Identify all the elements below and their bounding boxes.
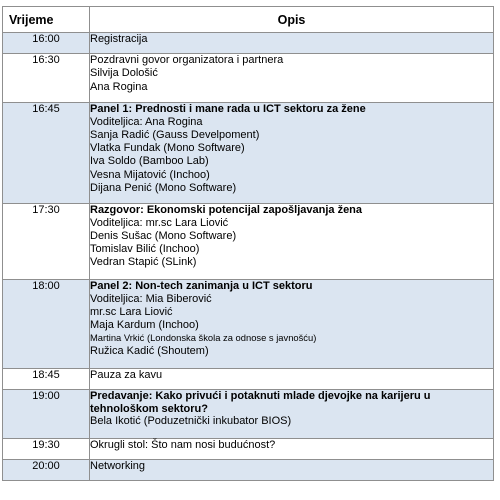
- row-time: 18:45: [3, 369, 90, 390]
- participant-line: Tomislav Bilić (Inchoo): [90, 243, 200, 256]
- session-label: Networking: [90, 460, 146, 472]
- participant-line: Ana Rogina: [90, 80, 148, 93]
- row-description: [90, 33, 494, 54]
- table-row: [3, 103, 494, 204]
- session-label: Pozdravni govor organizatora i partnera: [90, 54, 284, 66]
- table-row: [3, 390, 494, 439]
- participant-line: Voditeljica: Ana Rogina: [90, 115, 203, 128]
- row-description: [90, 390, 494, 439]
- participant-line: mr.sc Lara Liović: [90, 305, 173, 318]
- table-row: [3, 204, 494, 280]
- participant-line: Dijana Penić (Mono Software): [90, 181, 237, 194]
- row-description: [90, 439, 494, 460]
- header-row: [3, 7, 494, 33]
- row-description: [90, 280, 494, 369]
- row-description: [90, 204, 494, 280]
- participant-line: Iva Soldo (Bamboo Lab): [90, 155, 209, 168]
- row-time: 17:30: [3, 204, 90, 280]
- participant-line: Voditeljica: mr.sc Lara Liović: [90, 216, 229, 229]
- row-description: [90, 54, 494, 103]
- row-time: 20:00: [3, 460, 90, 481]
- table-row: [3, 460, 494, 481]
- row-time: 16:00: [3, 33, 90, 54]
- participant-line: Vedran Stapić (SLink): [90, 256, 197, 269]
- participant-line: Silvija Dološić: [90, 67, 158, 80]
- session-label: Pauza za kavu: [90, 369, 163, 381]
- agenda-table: [2, 6, 494, 481]
- session-title: Predavanje: Kako privući i potaknuti mlade djevojke na karijeru u tehnološkom sektoru?: [90, 390, 431, 415]
- session-label: Okrugli stol: Što nam nosi budućnost?: [90, 439, 276, 451]
- participant-line: Maja Kardum (Inchoo): [90, 319, 199, 332]
- agenda-body: [3, 33, 494, 481]
- session-title: Razgovor: Ekonomski potencijal zapošljavanja žena: [90, 204, 363, 216]
- table-row: [3, 33, 494, 54]
- participant-line: Bela Ikotić (Poduzetnički inkubator BIOS): [90, 415, 292, 427]
- participant-line: Denis Sušac (Mono Software): [90, 229, 237, 242]
- row-time: 19:30: [3, 439, 90, 460]
- row-description: [90, 460, 494, 481]
- description-column-header: Opis: [90, 7, 494, 33]
- session-title: Panel 2: Non-tech zanimanja u ICT sektoru: [90, 280, 313, 292]
- table-row: [3, 54, 494, 103]
- row-description: [90, 369, 494, 390]
- participant-line: Ružica Kadić (Shoutem): [90, 344, 209, 357]
- row-time: 19:00: [3, 390, 90, 439]
- row-time: 16:30: [3, 54, 90, 103]
- time-column-header: Vrijeme: [3, 7, 90, 33]
- participant-line: Vesna Mijatović (Inchoo): [90, 168, 210, 181]
- participant-line: Sanja Radić (Gauss Develpoment): [90, 128, 260, 141]
- row-time: 16:45: [3, 103, 90, 204]
- table-row: [3, 280, 494, 369]
- table-row: [3, 369, 494, 390]
- participant-line: Vlatka Fundak (Mono Software): [90, 142, 245, 155]
- session-label: Registracija: [90, 33, 148, 45]
- row-description: [90, 103, 494, 204]
- session-title: Panel 1: Prednosti i mane rada u ICT sektoru za žene: [90, 103, 366, 115]
- table-row: [3, 439, 494, 460]
- participant-line: Martina Vrkić (Londonska škola za odnose s javnošću): [90, 332, 317, 344]
- row-time: 18:00: [3, 280, 90, 369]
- participant-line: Voditeljica: Mia Biberović: [90, 292, 212, 305]
